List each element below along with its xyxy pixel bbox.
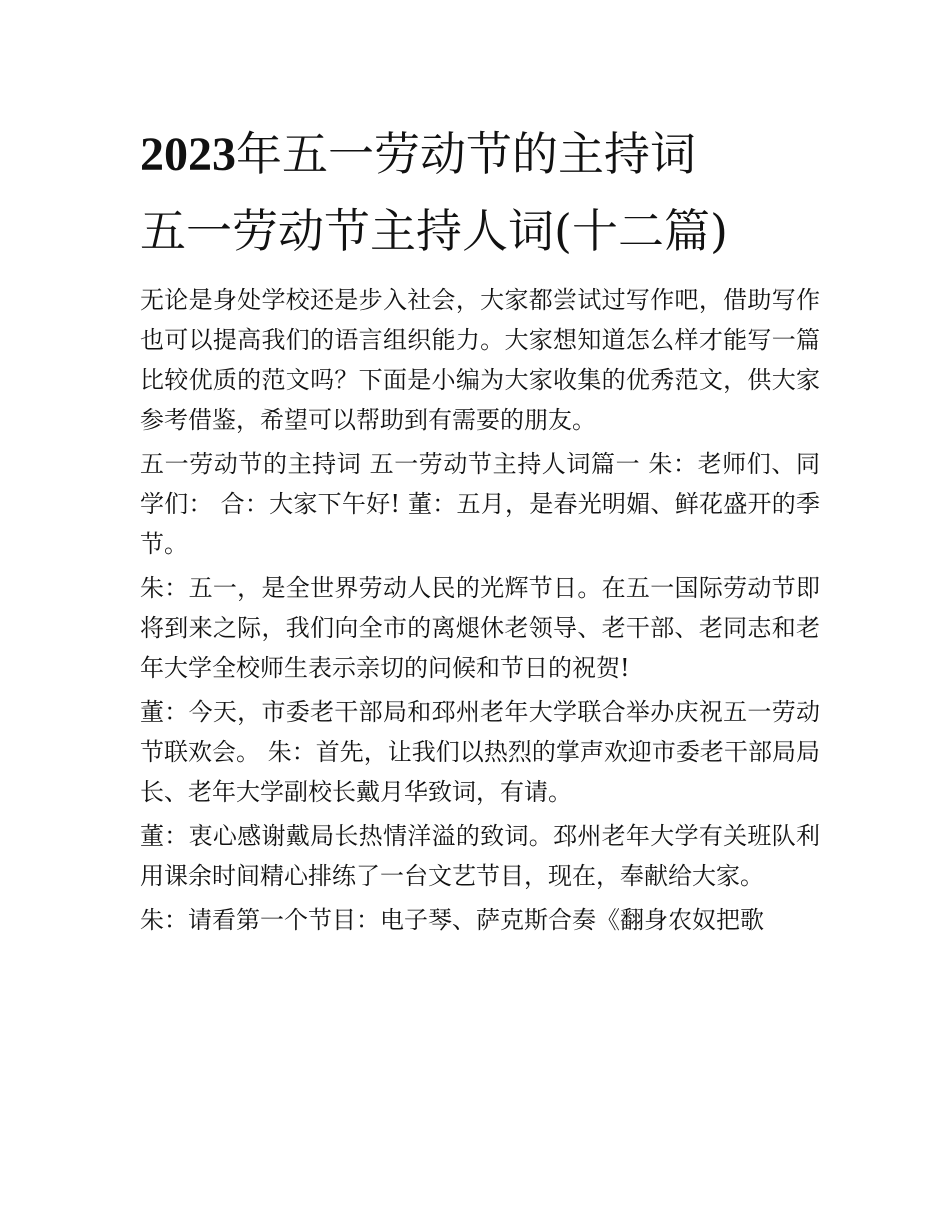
- paragraph: 朱：五一，是全世界劳动人民的光辉节日。在五一国际劳动节即将到来之际，我们向全市的离煺休老领导、老干部、老同志和老年大学全校师生表示亲切的问候和节日的祝贺!: [140, 574, 820, 682]
- paragraph: 董：今天，市委老干部局和邳州老年大学联合举办庆祝五一劳动节联欢会。 朱：首先，让我们以热烈的掌声欢迎市委老干部局局长、老年大学副校长戴月华致词，有请。: [140, 698, 820, 806]
- title-line-2: 五一劳动节主持人词(十二篇): [140, 204, 728, 258]
- paragraph-intro: 无论是身处学校还是步入社会，大家都尝试过写作吧，借助写作也可以提高我们的语言组织能力。大家想知道怎么样才能写一篇比较优质的范文吗？下面是小编为大家收集的优秀范文，供大家参考借鉴，希望可以帮助到有需要的朋友。: [140, 286, 820, 434]
- document-body: [140, 280, 820, 944]
- title-year: 2023: [140, 128, 236, 181]
- paragraph: 董：衷心感谢戴局长热情洋溢的致词。邳州老年大学有关班队利用课余时间精心排练了一台文艺节目，现在，奉献给大家。: [140, 822, 820, 890]
- title-line-1: [140, 116, 820, 193]
- document-title: [140, 116, 820, 269]
- title-line-1-text: 年五一劳动节的主持词: [236, 127, 696, 181]
- paragraph: 五一劳动节的主持词 五一劳动节主持人词篇一 朱：老师们、同学们： 合：大家下午好! 董：五月，是春光明媚、鲜花盛开的季节。: [140, 450, 820, 558]
- paragraph: 朱：请看第一个节目：电子琴、萨克斯合奏《翻身农奴把歌: [140, 906, 764, 934]
